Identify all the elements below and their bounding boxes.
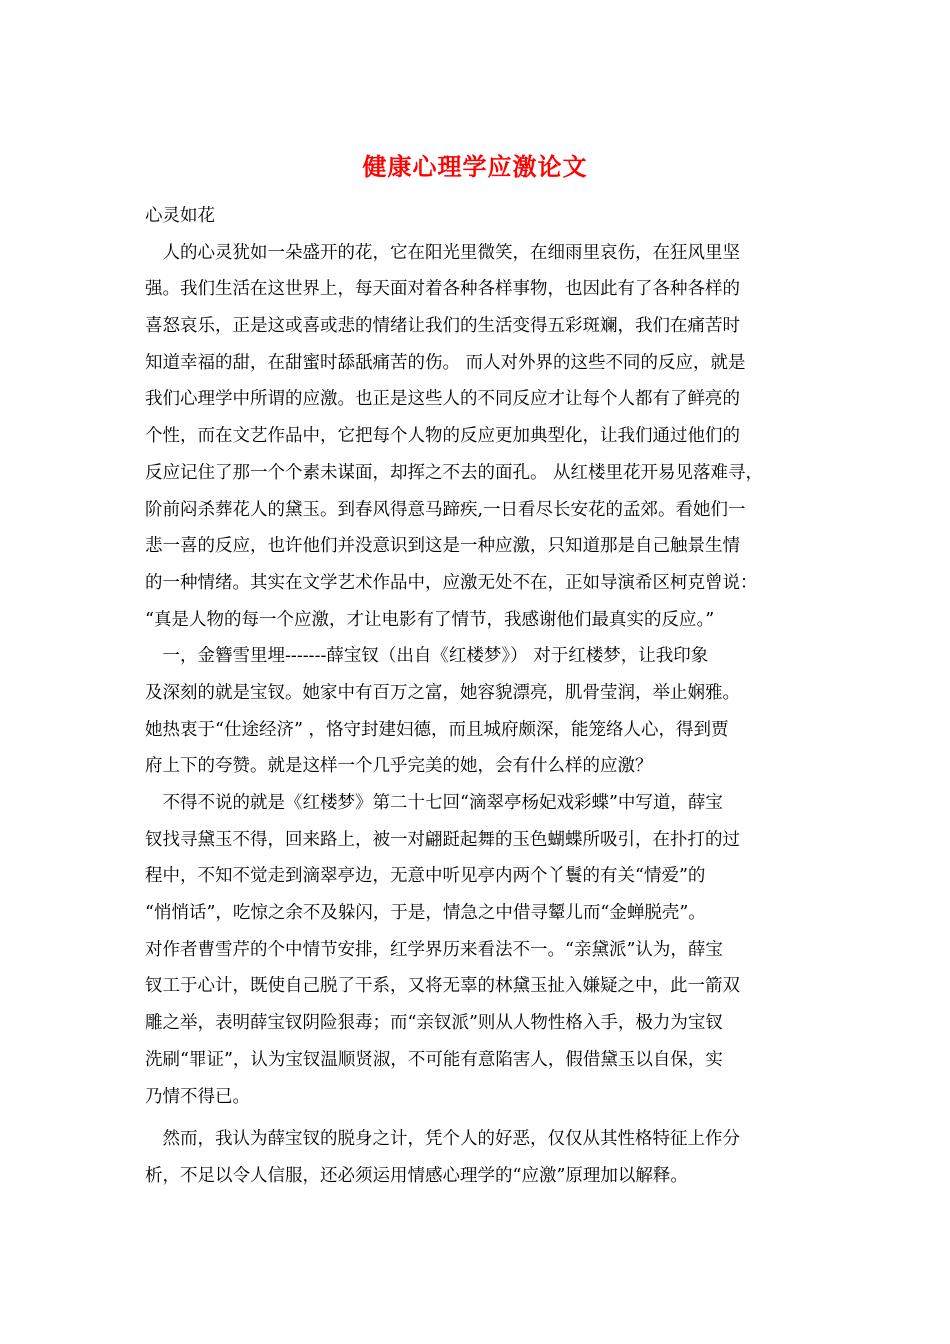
paragraph-line: 不得不说的就是《红楼梦》第二十七回“滴翠亭杨妃戏彩蝶”中写道，薛宝 [145, 793, 723, 813]
paragraph-line: 对作者曹雪芹的个中情节安排，红学界历来看法不一。“亲黛派”认为，薛宝 [145, 939, 723, 960]
paragraph-line: 程中，不知不觉走到滴翠亭边，无意中听见亭内两个丫鬟的有关“情爱”的 [145, 866, 706, 887]
paragraph-line: 个性，而在文艺作品中，它把每个人物的反应更加典型化，让我们通过他们的 [145, 426, 740, 447]
paragraph-line: 知道幸福的甜，在甜蜜时舔舐痛苦的伤。 而人对外界的这些不同的反应，就是 [145, 352, 746, 373]
paragraph-line: “悄悄话”，吃惊之余不及躲闪，于是，情急之中借寻颦儿而“金蝉脱壳”。 [145, 903, 706, 924]
document-title: 健康心理学应激论文 [362, 152, 588, 181]
paragraph-line: 及深刻的就是宝钗。她家中有百万之富，她容貌漂亮，肌骨莹润，举止娴雅。 [145, 682, 740, 703]
paragraph-line: 悲一喜的反应，也许他们并没意识到这是一种应激，只知道那是自己触景生情 [145, 536, 740, 557]
paragraph-line: 一，金簪雪里埋-------薛宝钗（出自《红楼梦》） 对于红楼梦，让我印象 [145, 646, 709, 667]
paragraph-line: 洗刷“罪证”，认为宝钗温顺贤淑，不可能有意陷害人，假借黛玉以自保，实 [145, 1049, 723, 1070]
paragraph-line: 喜怒哀乐，正是这或喜或悲的情绪让我们的生活变得五彩斑斓，我们在痛苦时 [145, 316, 740, 337]
paragraph-line: 反应记住了那一个个素未谋面，却挥之不去的面孔。 从红楼里花开易见落难寻， [145, 462, 764, 483]
paragraph-line: 她热衷于“仕途经济” ，恪守封建妇德，而且城府颇深，能笼络人心，得到贾 [145, 719, 729, 740]
paragraph-line: 我们心理学中所谓的应激。也正是这些人的不同反应才让每个人都有了鲜亮的 [145, 389, 740, 410]
paragraph-line: 的一种情绪。其实在文学艺术作品中，应激无处不在，正如导演希区柯克曾说： [145, 572, 758, 593]
paragraph-line: 析，不足以令人信服，还必须运用情感心理学的“应激”原理加以解释。 [145, 1165, 688, 1186]
paragraph-line: 人的心灵犹如一朵盛开的花，它在阳光里微笑，在细雨里哀伤，在狂风里坚 [145, 242, 740, 263]
paragraph-line: 雕之举，表明薛宝钗阴险狠毒；而“亲钗派”则从人物性格入手，极力为宝钗 [145, 1013, 723, 1034]
paragraph-line: 乃情不得已。 [145, 1086, 250, 1107]
document-body [145, 198, 815, 1195]
paragraph-line: 阶前闷杀葬花人的黛玉。到春风得意马蹄疾,一日看尽长安花的孟郊。看她们一 [145, 499, 746, 520]
paragraph-line: 钗找寻黛玉不得，回来路上，被一对翩跹起舞的玉色蝴蝶所吸引，在扑打的过 [145, 829, 740, 850]
paragraph-line: 强。我们生活在这世界上，每天面对着各种各样事物，也因此有了各种各样的 [145, 279, 740, 300]
paragraph-line: 然而，我认为薛宝钗的脱身之计，凭个人的好恶，仅仅从其性格特征上作分 [145, 1129, 740, 1150]
paragraph-line: 府上下的夸赞。就是这样一个几乎完美的她，会有什么样的应激？ [145, 756, 653, 777]
section-heading: 心灵如花 [145, 206, 215, 226]
paragraph-line: 钗工于心计，既使自己脱了干系，又将无辜的林黛玉扯入嫌疑之中，此一箭双 [145, 976, 740, 997]
paragraph-line: “真是人物的每一个应激，才让电影有了情节，我感谢他们最真实的反应。” [145, 609, 715, 630]
